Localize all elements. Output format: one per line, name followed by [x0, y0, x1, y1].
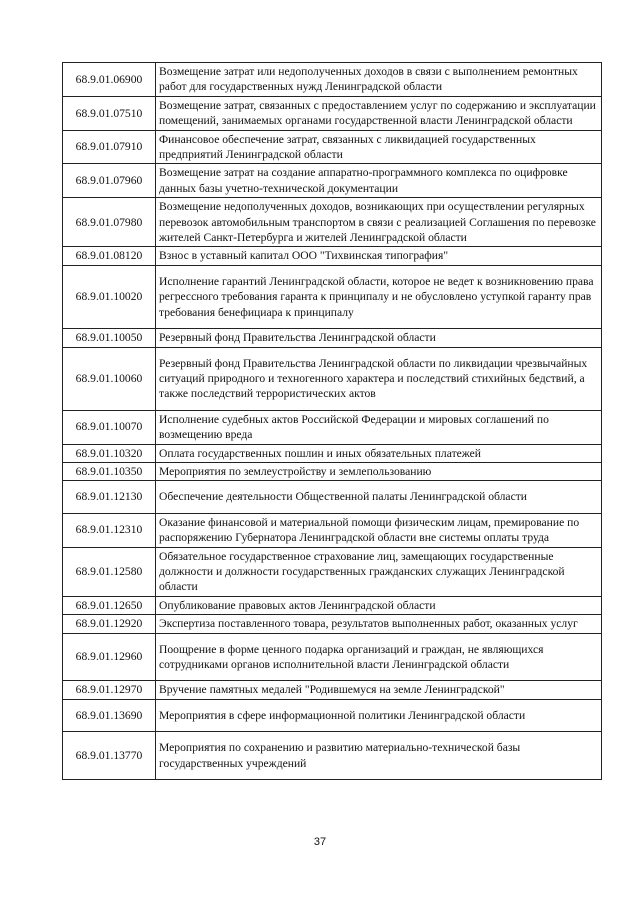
row-code-cell: 68.9.01.12920	[63, 615, 156, 633]
table-row	[63, 410, 602, 444]
row-code-cell: 68.9.01.12960	[63, 633, 156, 681]
row-description-cell: Резервный фонд Правительства Ленинградской области по ликвидации чрезвычайных ситуаций природного и техногенного характера и последствий стихийных бедствий, а также последствий террористических актов	[156, 347, 602, 410]
row-description-cell: Вручение памятных медалей "Родившемуся на земле Ленинградской"	[156, 681, 602, 699]
table-row	[63, 633, 602, 681]
row-code-cell: 68.9.01.10070	[63, 410, 156, 444]
row-description-cell: Резервный фонд Правительства Ленинградской области	[156, 329, 602, 347]
table-row	[63, 547, 602, 596]
row-code-cell: 68.9.01.07910	[63, 130, 156, 164]
table-body	[63, 63, 602, 780]
page-number: 37	[313, 836, 327, 848]
row-description-cell: Опубликование правовых актов Ленинградской области	[156, 596, 602, 614]
row-description-cell: Мероприятия по землеустройству и землепользованию	[156, 462, 602, 480]
row-description-cell: Оказание финансовой и материальной помощи физическим лицам, премирование по распоряжению Губернатора Ленинградской области вне системы оплаты труда	[156, 513, 602, 547]
table-row	[63, 444, 602, 462]
row-description-cell: Мероприятия по сохранению и развитию материально-технической базы государственных учреждений	[156, 732, 602, 780]
table-row	[63, 130, 602, 164]
table-row	[63, 699, 602, 731]
row-description-cell: Оплата государственных пошлин и иных обязательных платежей	[156, 444, 602, 462]
table-row	[63, 615, 602, 633]
row-code-cell: 68.9.01.10050	[63, 329, 156, 347]
table-row	[63, 513, 602, 547]
budget-classification-table	[62, 62, 602, 780]
row-description-cell: Возмещение затрат на создание аппаратно-программного комплекса по оцифровке данных базы учетно-технической документации	[156, 164, 602, 198]
table-row	[63, 198, 602, 247]
table-row	[63, 596, 602, 614]
table-row	[63, 247, 602, 265]
row-description-cell: Исполнение судебных актов Российской Федерации и мировых соглашений по возмещению вреда	[156, 410, 602, 444]
table-row	[63, 462, 602, 480]
row-code-cell: 68.9.01.07510	[63, 96, 156, 130]
table-row	[63, 347, 602, 410]
row-description-cell: Исполнение гарантий Ленинградской области, которое не ведет к возникновению права регрессного требования гаранта к принципалу и не обусловлено уступкой гаранту прав требования бенефициара к принципалу	[156, 265, 602, 328]
row-code-cell: 68.9.01.12130	[63, 481, 156, 513]
row-code-cell: 68.9.01.08120	[63, 247, 156, 265]
row-description-cell: Обеспечение деятельности Общественной палаты Ленинградской области	[156, 481, 602, 513]
row-code-cell: 68.9.01.07980	[63, 198, 156, 247]
row-code-cell: 68.9.01.07960	[63, 164, 156, 198]
table-row	[63, 164, 602, 198]
table-row	[63, 732, 602, 780]
row-description-cell: Поощрение в форме ценного подарка организаций и граждан, не являющихся сотрудниками органов исполнительной власти Ленинградской области	[156, 633, 602, 681]
row-description-cell: Обязательное государственное страхование лиц, замещающих государственные должности и должности государственных гражданских служащих Ленинградской области	[156, 547, 602, 596]
row-code-cell: 68.9.01.06900	[63, 63, 156, 97]
row-code-cell: 68.9.01.10060	[63, 347, 156, 410]
row-description-cell: Мероприятия в сфере информационной политики Ленинградской области	[156, 699, 602, 731]
table-row	[63, 265, 602, 328]
row-code-cell: 68.9.01.12650	[63, 596, 156, 614]
row-code-cell: 68.9.01.12310	[63, 513, 156, 547]
row-description-cell: Возмещение затрат или недополученных доходов в связи с выполнением ремонтных работ для государственных нужд Ленинградской области	[156, 63, 602, 97]
table-row	[63, 681, 602, 699]
row-code-cell: 68.9.01.12970	[63, 681, 156, 699]
table-row	[63, 63, 602, 97]
row-description-cell: Возмещение затрат, связанных с предоставлением услуг по содержанию и эксплуатации помещений, занимаемых органами государственной власти Ленинградской области	[156, 96, 602, 130]
table-row	[63, 96, 602, 130]
row-description-cell: Возмещение недополученных доходов, возникающих при осуществлении регулярных перевозок автомобильным транспортом в связи с реализацией Соглашения по перевозке жителей Санкт-Петербурга и жителей Ленинградской области	[156, 198, 602, 247]
row-code-cell: 68.9.01.13690	[63, 699, 156, 731]
row-code-cell: 68.9.01.13770	[63, 732, 156, 780]
row-code-cell: 68.9.01.10320	[63, 444, 156, 462]
row-code-cell: 68.9.01.12580	[63, 547, 156, 596]
row-code-cell: 68.9.01.10350	[63, 462, 156, 480]
table-row	[63, 329, 602, 347]
row-description-cell: Финансовое обеспечение затрат, связанных с ликвидацией государственных предприятий Ленинградской области	[156, 130, 602, 164]
table-row	[63, 481, 602, 513]
row-description-cell: Взнос в уставный капитал ООО "Тихвинская типография"	[156, 247, 602, 265]
row-description-cell: Экспертиза поставленного товара, результатов выполненных работ, оказанных услуг	[156, 615, 602, 633]
row-code-cell: 68.9.01.10020	[63, 265, 156, 328]
